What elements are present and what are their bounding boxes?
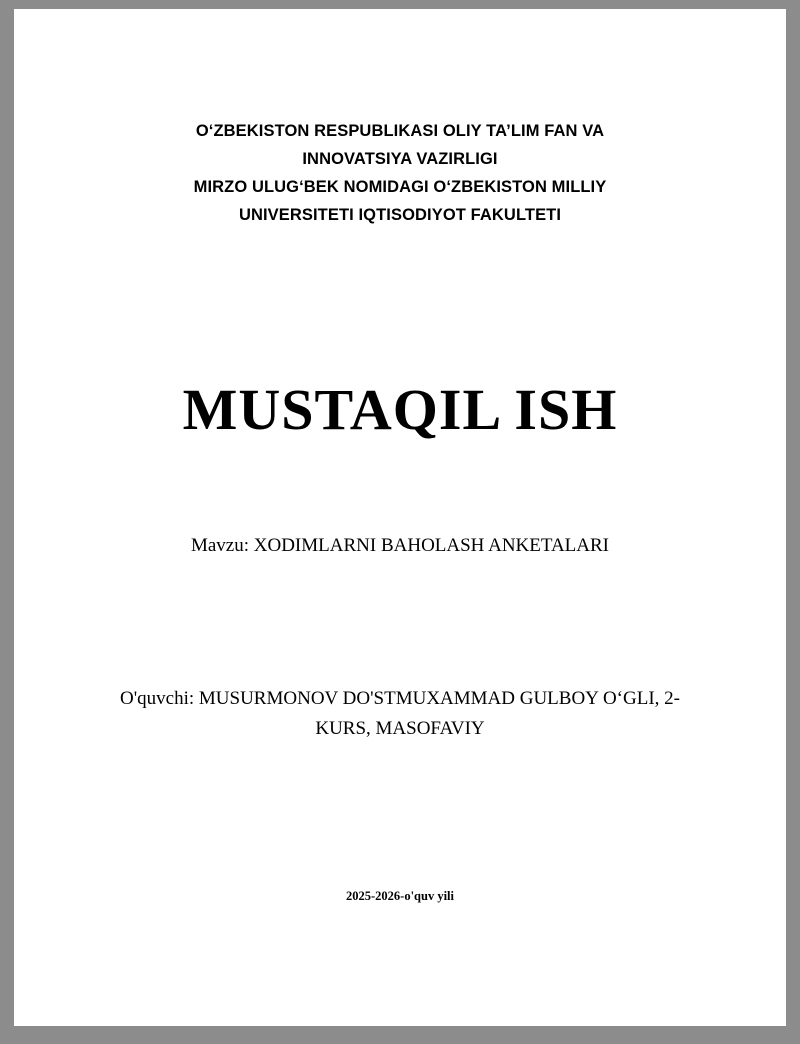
- institution-header-line-4: UNIVERSITETI IQTISODIYOT FAKULTETI: [238, 206, 562, 224]
- subject-section: [109, 533, 691, 559]
- institution-header-line-1: O‘ZBEKISTON RESPUBLIKASI OLIY TA’LIM FAN VA: [195, 122, 605, 140]
- student-section: [109, 684, 691, 744]
- page-content: [14, 9, 786, 1026]
- document-page: [14, 9, 786, 1026]
- subject-line: Mavzu: XODIMLARNI BAHOLASH ANKETALARI: [190, 535, 610, 556]
- academic-year-section: [14, 889, 786, 904]
- institution-header: [109, 117, 691, 229]
- institution-header-line-3: MIRZO ULUG‘BEK NOMIDAGI O‘ZBEKISTON MILLIY: [193, 178, 607, 196]
- student-line-2: KURS, MASOFAVIY: [315, 718, 485, 739]
- academic-year-label: 2025-2026-o'quv yili: [346, 889, 454, 903]
- student-line-1: O'quvchi: MUSURMONOV DO'STMUXAMMAD GULBOY O‘GLI, 2-: [120, 688, 680, 709]
- institution-header-line-2: INNOVATSIYA VAZIRLIGI: [302, 150, 498, 168]
- page-title: MUSTAQIL ISH: [182, 377, 618, 442]
